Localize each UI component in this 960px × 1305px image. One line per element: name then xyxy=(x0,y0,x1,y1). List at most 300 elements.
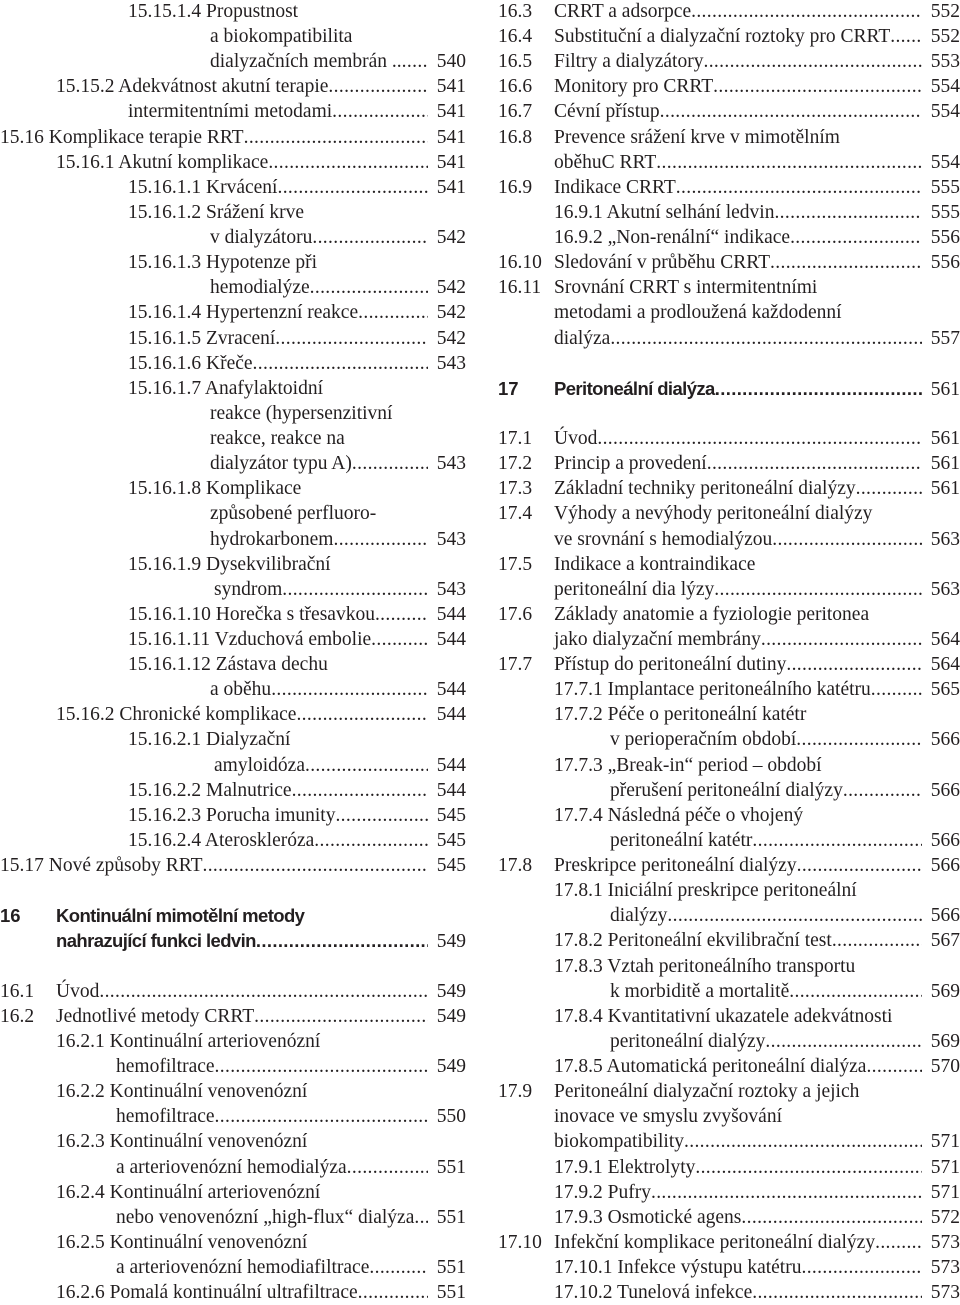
toc-entry xyxy=(498,49,960,74)
toc-entry xyxy=(498,1280,960,1305)
toc-entry-title: 15.16.1.3 Hypotenze při xyxy=(128,252,318,274)
toc-entry xyxy=(0,250,466,275)
toc-entry-title: oběhuC RRT xyxy=(554,151,657,173)
toc-entry-number: 16 xyxy=(0,905,21,927)
toc-entry xyxy=(498,677,960,702)
toc-entry-title: a arteriovenózní hemodialýza xyxy=(116,1156,347,1178)
toc-entry-title: 17.8.3 Vztah peritoneálního transportu xyxy=(554,955,856,977)
leader-dots xyxy=(801,1255,922,1280)
toc-entry-title: nebo venovenózní „high-flux“ dialýza xyxy=(116,1206,415,1228)
toc-entry-title: 15.16.1.8 Komplikace xyxy=(128,478,302,500)
leader-dots xyxy=(375,602,428,627)
toc-entry-title: 17.8.4 Kvantitativní ukazatele adekvátnosti xyxy=(554,1005,893,1027)
toc-entry-title: 16.9.2 „Non-renální“ indikace xyxy=(554,227,791,249)
toc-entry xyxy=(498,225,960,250)
toc-entry xyxy=(0,200,466,225)
toc-entry-title: dialyzačních membrán .. xyxy=(210,51,402,73)
toc-entry-number: 17.3 xyxy=(498,478,533,500)
leader-dots xyxy=(765,1029,922,1054)
leader-dots xyxy=(215,1104,428,1129)
leader-dots xyxy=(761,627,922,652)
toc-entry-title: Peritoneální dialyzační roztoky a jejich xyxy=(554,1081,860,1103)
leader-dots xyxy=(691,0,922,24)
toc-entry xyxy=(498,74,960,99)
toc-entry-page: 567 xyxy=(930,930,960,952)
leader-dots xyxy=(314,828,428,853)
leader-dots xyxy=(741,1205,922,1230)
toc-entry xyxy=(0,125,466,150)
toc-entry xyxy=(498,250,960,275)
toc-entry-page: 555 xyxy=(930,201,960,223)
toc-entry-title: 16.2.4 Kontinuální arteriovenózní xyxy=(56,1181,321,1203)
toc-entry-title: 15.16.1.2 Srážení krve xyxy=(128,201,304,223)
toc-entry xyxy=(0,727,466,752)
toc-entry xyxy=(0,1129,466,1154)
toc-entry xyxy=(0,753,466,778)
toc-entry-page: 545 xyxy=(436,829,466,851)
toc-entry-title: 15.16.2.4 Ateroskleróza xyxy=(128,829,315,851)
toc-entry xyxy=(498,1230,960,1255)
toc-entry xyxy=(0,99,466,124)
toc-entry xyxy=(498,577,960,602)
toc-entry xyxy=(0,401,466,426)
toc-entry-title: 17.7.4 Následná péče o vhojený xyxy=(554,804,804,826)
leader-dots xyxy=(770,250,922,275)
toc-entry xyxy=(498,627,960,652)
toc-entry-title: Srovnání CRRT s intermitentními xyxy=(554,277,818,299)
leader-dots xyxy=(651,1180,922,1205)
toc-entry-title: biokompatibility xyxy=(554,1131,684,1153)
toc-entry-title: peritoneální dialýzy xyxy=(610,1030,766,1052)
toc-entry-page: 565 xyxy=(930,679,960,701)
toc-entry-title: 17.7.2 Péče o peritoneální katétr xyxy=(554,704,807,726)
leader-dots xyxy=(752,828,922,853)
toc-entry-number: 16.1 xyxy=(0,980,35,1002)
toc-entry-title: jako dialyzační membrány xyxy=(554,629,761,650)
toc-entry-title: 15.16.1.9 Dysekvilibrační xyxy=(128,553,331,575)
toc-entry xyxy=(0,1054,466,1079)
toc-entry-title: 15.16.1.6 Křeče xyxy=(128,352,253,374)
toc-entry xyxy=(0,351,466,376)
toc-entry xyxy=(498,476,960,501)
toc-entry-title: 15.16.1 Akutní komplikace xyxy=(56,151,269,173)
toc-entry-title: 16.2.1 Kontinuální arteriovenózní xyxy=(56,1030,321,1052)
toc-entry-title: peritoneální dia lýzy xyxy=(554,578,715,600)
toc-entry xyxy=(498,602,960,627)
toc-entry xyxy=(0,1104,466,1129)
toc-entry-page: 561 xyxy=(930,478,960,500)
toc-entry xyxy=(0,954,466,979)
toc-entry xyxy=(498,778,960,803)
toc-entry xyxy=(0,652,466,677)
toc-entry-page: 569 xyxy=(930,980,960,1002)
toc-entry-title: hemodialýze xyxy=(210,277,310,299)
toc-entry xyxy=(498,300,960,325)
toc-entry-title: Prevence srážení krve v mimotělním xyxy=(554,126,840,148)
leader-dots xyxy=(790,225,922,250)
toc-entry-title: 15.16 Komplikace terapie RRT xyxy=(0,126,244,148)
toc-entry-page: 573 xyxy=(930,1282,960,1304)
toc-entry-title: Přístup do peritoneální dutiny xyxy=(554,654,787,676)
toc-entry-title: nahrazující funkci ledvin xyxy=(56,930,256,952)
toc-entry-page: 561 xyxy=(930,378,960,400)
toc-entry xyxy=(498,1054,960,1079)
toc-entry-title: 16.9.1 Akutní selhání ledvin xyxy=(554,201,775,223)
toc-entry xyxy=(498,803,960,828)
leader-dots xyxy=(256,928,428,953)
toc-entry xyxy=(498,1255,960,1280)
toc-entry-title: syndrom xyxy=(214,578,283,600)
toc-entry-page: 566 xyxy=(930,829,960,851)
leader-dots xyxy=(328,74,428,99)
toc-entry-number: 16.11 xyxy=(498,277,542,299)
toc-entry xyxy=(498,125,960,150)
toc-entry-page: 541 xyxy=(436,126,466,148)
toc-entry-title: peritoneální katétr xyxy=(610,829,753,851)
toc-entry-title: 17.8.1 Iniciální preskripce peritoneální xyxy=(554,880,857,902)
toc-entry-number: 17.2 xyxy=(498,453,533,475)
toc-entry xyxy=(0,1155,466,1180)
toc-entry-title: způsobené perfluoro- xyxy=(210,503,377,525)
toc-entry-page: 566 xyxy=(930,779,960,801)
toc-entry-number: 16.4 xyxy=(498,26,533,48)
toc-entry-title: 17.9.3 Osmotické agens xyxy=(554,1206,742,1228)
leader-dots xyxy=(703,49,922,74)
toc-entry-page: 544 xyxy=(436,704,466,726)
leader-dots xyxy=(597,426,922,451)
toc-entry-title: Úvod xyxy=(554,428,598,450)
toc-entry xyxy=(0,49,466,74)
leader-dots xyxy=(843,778,922,803)
toc-entry-page: 554 xyxy=(930,101,960,123)
toc-entry-number: 16.9 xyxy=(498,176,533,198)
toc-entry-page: 566 xyxy=(930,729,960,751)
leader-dots xyxy=(797,853,922,878)
toc-entry xyxy=(498,828,960,853)
toc-entry-title: dialyzátor typu A) xyxy=(210,453,352,475)
toc-entry-page: 544 xyxy=(436,754,466,776)
toc-entry-title: CRRT a adsorpce xyxy=(554,1,692,22)
toc-entry-title: Peritoneální dialýza xyxy=(554,377,715,399)
toc-entry-number: 16.8 xyxy=(498,126,533,148)
toc-entry-title: a oběhu xyxy=(210,679,272,701)
toc-entry-page: 550 xyxy=(436,1106,466,1128)
leader-dots xyxy=(656,150,922,175)
leader-dots xyxy=(202,853,428,878)
toc-entry xyxy=(498,1205,960,1230)
leader-dots xyxy=(215,1054,428,1079)
toc-entry-title: 15.16.2.1 Dialyzační xyxy=(128,729,291,751)
leader-dots xyxy=(277,175,428,200)
toc-entry-title: 15.16.1.10 Horečka s třesavkou xyxy=(128,603,375,625)
toc-entry-title: Sledování v průběhu CRRT xyxy=(554,252,771,274)
toc-entry xyxy=(498,1079,960,1104)
toc-entry-page: 551 xyxy=(436,1257,466,1278)
toc-entry-page: 566 xyxy=(930,905,960,927)
leader-dots xyxy=(358,1280,428,1305)
toc-entry-title: 15.17 Nové způsoby RRT xyxy=(0,855,203,877)
toc-entry-page: 545 xyxy=(436,804,466,826)
toc-entry-title: 17.7.3 „Break-in“ period – období xyxy=(554,754,822,776)
toc-entry xyxy=(498,527,960,552)
leader-dots xyxy=(774,200,922,225)
leader-dots xyxy=(333,527,428,552)
toc-entry-title: 15.15.1.4 Propustnost xyxy=(128,1,299,22)
toc-entry xyxy=(0,828,466,853)
toc-entry-title: 15.16.1.11 Vzduchová embolie xyxy=(128,629,372,650)
toc-entry-title: 15.16.2.2 Malnutrice xyxy=(128,779,292,801)
toc-entry-page: 551 xyxy=(436,1156,466,1178)
toc-entry xyxy=(0,1230,466,1255)
toc-entry xyxy=(0,376,466,401)
toc-entry-page: 566 xyxy=(930,855,960,877)
leader-dots xyxy=(714,577,922,602)
toc-entry-title: inovace ve smyslu zvyšování xyxy=(554,1106,782,1128)
toc-entry-title: 17.10.1 Infekce výstupu katétru xyxy=(554,1257,802,1278)
leader-dots xyxy=(676,175,922,200)
toc-entry-title: hydrokarbonem xyxy=(210,528,334,550)
toc-entry-page: 544 xyxy=(436,629,466,650)
toc-entry-title: Cévní přístup xyxy=(554,101,660,123)
toc-entry xyxy=(0,150,466,175)
toc-entry xyxy=(0,803,466,828)
leader-dots xyxy=(752,1280,922,1305)
toc-entry-title: v perioperačním období xyxy=(610,729,797,751)
toc-entry-title: amyloidóza xyxy=(214,754,305,776)
toc-entry xyxy=(498,401,960,426)
leader-dots xyxy=(695,1155,922,1180)
leader-dots xyxy=(332,99,428,124)
leader-dots xyxy=(254,1004,428,1029)
toc-entry-page: 540 xyxy=(436,51,466,73)
toc-entry-title: 17.7.1 Implantace peritoneálního katétru xyxy=(554,679,871,701)
toc-entry-title: 15.16.2.3 Porucha imunity xyxy=(128,804,336,826)
leader-dots xyxy=(713,74,922,99)
leader-dots xyxy=(282,577,428,602)
toc-entry-title: Substituční a dialyzační roztoky pro CRRT xyxy=(554,26,891,48)
toc-entry-title: a arteriovenózní hemodiafiltrace xyxy=(116,1257,370,1278)
toc-entry xyxy=(498,878,960,903)
toc-entry xyxy=(498,501,960,526)
toc-entry-page: 571 xyxy=(930,1181,960,1203)
leader-dots xyxy=(856,476,922,501)
toc-entry xyxy=(0,300,466,325)
leader-dots xyxy=(789,979,922,1004)
leader-dots xyxy=(796,727,922,752)
toc-entry-page: 552 xyxy=(930,1,960,22)
toc-entry xyxy=(498,1155,960,1180)
toc-entry-number: 16.6 xyxy=(498,76,533,98)
toc-entry-title: Filtry a dialyzátory xyxy=(554,51,704,73)
toc-entry-page: 541 xyxy=(436,101,466,123)
toc-entry-number: 17.10 xyxy=(498,1231,542,1253)
toc-entry xyxy=(498,954,960,979)
toc-entry-title: ve srovnání s hemodialýzou xyxy=(554,528,773,550)
toc-entry xyxy=(0,1004,466,1029)
toc-entry-number: 16.2 xyxy=(0,1005,35,1027)
toc-entry-title: Základy anatomie a fyziologie peritonea xyxy=(554,603,870,625)
toc-entry xyxy=(0,1280,466,1305)
toc-entry xyxy=(0,74,466,99)
leader-dots xyxy=(890,24,922,49)
toc-entry xyxy=(498,426,960,451)
toc-entry-number: 17.4 xyxy=(498,503,533,525)
toc-entry-title: 17.8.2 Peritoneální ekvilibrační test xyxy=(554,930,832,952)
leader-dots xyxy=(875,1230,922,1255)
leader-dots xyxy=(610,326,922,351)
leader-dots xyxy=(310,275,428,300)
toc-entry xyxy=(0,476,466,501)
toc-entry-title: Úvod xyxy=(56,980,100,1002)
toc-entry-number: 17 xyxy=(498,377,519,399)
toc-entry xyxy=(498,1004,960,1029)
toc-entry xyxy=(0,903,466,928)
toc-entry-page: 549 xyxy=(436,1056,466,1078)
toc-entry xyxy=(498,702,960,727)
toc-entry xyxy=(498,1129,960,1154)
toc-entry xyxy=(498,200,960,225)
toc-entry-page: 551 xyxy=(436,1206,466,1228)
toc-entry xyxy=(0,1079,466,1104)
toc-entry xyxy=(0,627,466,652)
toc-entry xyxy=(498,903,960,928)
toc-entry-title: 15.16.2 Chronické komplikace xyxy=(56,704,297,726)
toc-entry xyxy=(498,652,960,677)
toc-entry-page: 564 xyxy=(930,654,960,676)
toc-entry-title: Princip a provedení xyxy=(554,453,707,475)
toc-entry-number: 16.7 xyxy=(498,101,533,123)
toc-entry xyxy=(0,1029,466,1054)
toc-entry xyxy=(0,853,466,878)
toc-entry-page: 569 xyxy=(930,1030,960,1052)
toc-entry xyxy=(498,451,960,476)
toc-entry xyxy=(498,1104,960,1129)
leader-dots xyxy=(312,225,428,250)
toc-entry-number: 17.5 xyxy=(498,553,533,575)
toc-entry-page: 545 xyxy=(436,855,466,877)
toc-entry xyxy=(498,928,960,953)
leader-dots xyxy=(358,300,428,325)
toc-entry xyxy=(0,275,466,300)
toc-entry-title: reakce (hypersenzitivní xyxy=(210,402,393,424)
toc-entry-title: 16.2.2 Kontinuální venovenózní xyxy=(56,1081,308,1103)
toc-entry-page: 573 xyxy=(930,1231,960,1253)
toc-entry xyxy=(0,24,466,49)
leader-dots xyxy=(772,527,922,552)
toc-entry-page: 543 xyxy=(436,453,466,475)
toc-entry-title: 16.2.6 Pomalá kontinuální ultrafiltrace xyxy=(56,1282,358,1304)
leader-dots xyxy=(786,652,922,677)
toc-entry-page: 553 xyxy=(930,51,960,73)
toc-entry-title: reakce, reakce na xyxy=(210,428,345,450)
toc-entry-title: Výhody a nevýhody peritoneální dialýzy xyxy=(554,503,873,525)
toc-entry xyxy=(498,351,960,376)
toc-entry-page: 543 xyxy=(436,578,466,600)
toc-entry xyxy=(498,753,960,778)
toc-entry-title: Kontinuální mimotělní metody xyxy=(56,905,305,927)
toc-entry-title: 17.10.2 Tunelová infekce xyxy=(554,1282,753,1304)
toc-entry xyxy=(498,175,960,200)
toc-entry-title: k morbiditě a mortalitě xyxy=(610,980,790,1002)
toc-entry-page: 549 xyxy=(436,980,466,1002)
toc-entry-page: 541 xyxy=(436,151,466,173)
toc-entry xyxy=(0,326,466,351)
toc-entry-number: 17.8 xyxy=(498,855,533,877)
toc-entry-page: 542 xyxy=(436,277,466,299)
toc-entry-page: 561 xyxy=(930,453,960,475)
toc-entry xyxy=(498,0,960,24)
toc-entry-page: 571 xyxy=(930,1156,960,1178)
toc-entry xyxy=(0,501,466,526)
toc-entry-page: 544 xyxy=(436,779,466,801)
leader-dots xyxy=(660,99,922,124)
toc-entry-page: 549 xyxy=(436,931,466,953)
toc-entry-title: Infekční komplikace peritoneální dialýzy xyxy=(554,1231,876,1253)
toc-entry-title: hemofiltrace xyxy=(116,1056,215,1078)
toc-entry xyxy=(0,0,466,24)
toc-entry-title: přerušení peritoneální dialýzy xyxy=(610,779,843,801)
toc-entry xyxy=(498,326,960,351)
toc-entry-page: 543 xyxy=(436,352,466,374)
toc-entry xyxy=(498,1180,960,1205)
leader-dots xyxy=(244,125,428,150)
toc-entry-page: 544 xyxy=(436,603,466,625)
toc-entry xyxy=(0,426,466,451)
toc-entry xyxy=(0,778,466,803)
leader-dots xyxy=(347,1155,428,1180)
toc-entry xyxy=(0,577,466,602)
toc-entry-page: 542 xyxy=(436,302,466,324)
toc-entry-page: 542 xyxy=(436,327,466,349)
toc-entry-number: 16.3 xyxy=(498,1,533,22)
toc-entry-title: hemofiltrace xyxy=(116,1106,215,1128)
leader-dots xyxy=(292,778,428,803)
toc-entry-title: dialýzy xyxy=(610,905,668,927)
toc-entry-title: 15.16.1.12 Zástava dechu xyxy=(128,654,328,676)
toc-entry-title: dialýza xyxy=(554,327,611,349)
toc-entry-page: 563 xyxy=(930,578,960,600)
leader-dots xyxy=(271,677,428,702)
toc-entry-title: 15.16.1.5 Zvracení xyxy=(128,327,276,349)
toc-entry-number: 16.10 xyxy=(498,252,542,274)
toc-entry-number: 17.6 xyxy=(498,603,533,625)
leader-dots xyxy=(275,326,428,351)
toc-entry xyxy=(0,527,466,552)
toc-entry xyxy=(0,928,466,953)
leader-dots xyxy=(832,928,922,953)
leader-dots xyxy=(871,677,922,702)
toc-entry-page: 543 xyxy=(436,528,466,550)
toc-entry-title: metodami a prodloužená každodenní xyxy=(554,302,842,324)
toc-entry-page: 541 xyxy=(436,76,466,98)
leader-dots xyxy=(707,451,922,476)
toc-entry-title: 15.16.1.7 Anafylaktoidní xyxy=(128,377,323,399)
toc-entry-title: intermitentními metodami xyxy=(128,101,333,123)
toc-entry xyxy=(498,552,960,577)
toc-entry xyxy=(0,552,466,577)
toc-entry-title: 16.2.5 Kontinuální venovenózní xyxy=(56,1231,308,1253)
toc-entry-page: 557 xyxy=(930,327,960,349)
toc-entry-page: 556 xyxy=(930,252,960,274)
toc-entry xyxy=(498,727,960,752)
toc-entry-page: 552 xyxy=(930,26,960,48)
leader-dots xyxy=(866,1054,922,1079)
toc-entry-title: 17.9.2 Pufry xyxy=(554,1181,651,1203)
toc-entry xyxy=(0,602,466,627)
toc-entry-title: Monitory pro CRRT xyxy=(554,76,714,98)
toc-entry-title: Základní techniky peritoneální dialýzy xyxy=(554,478,856,500)
toc-entry xyxy=(0,175,466,200)
